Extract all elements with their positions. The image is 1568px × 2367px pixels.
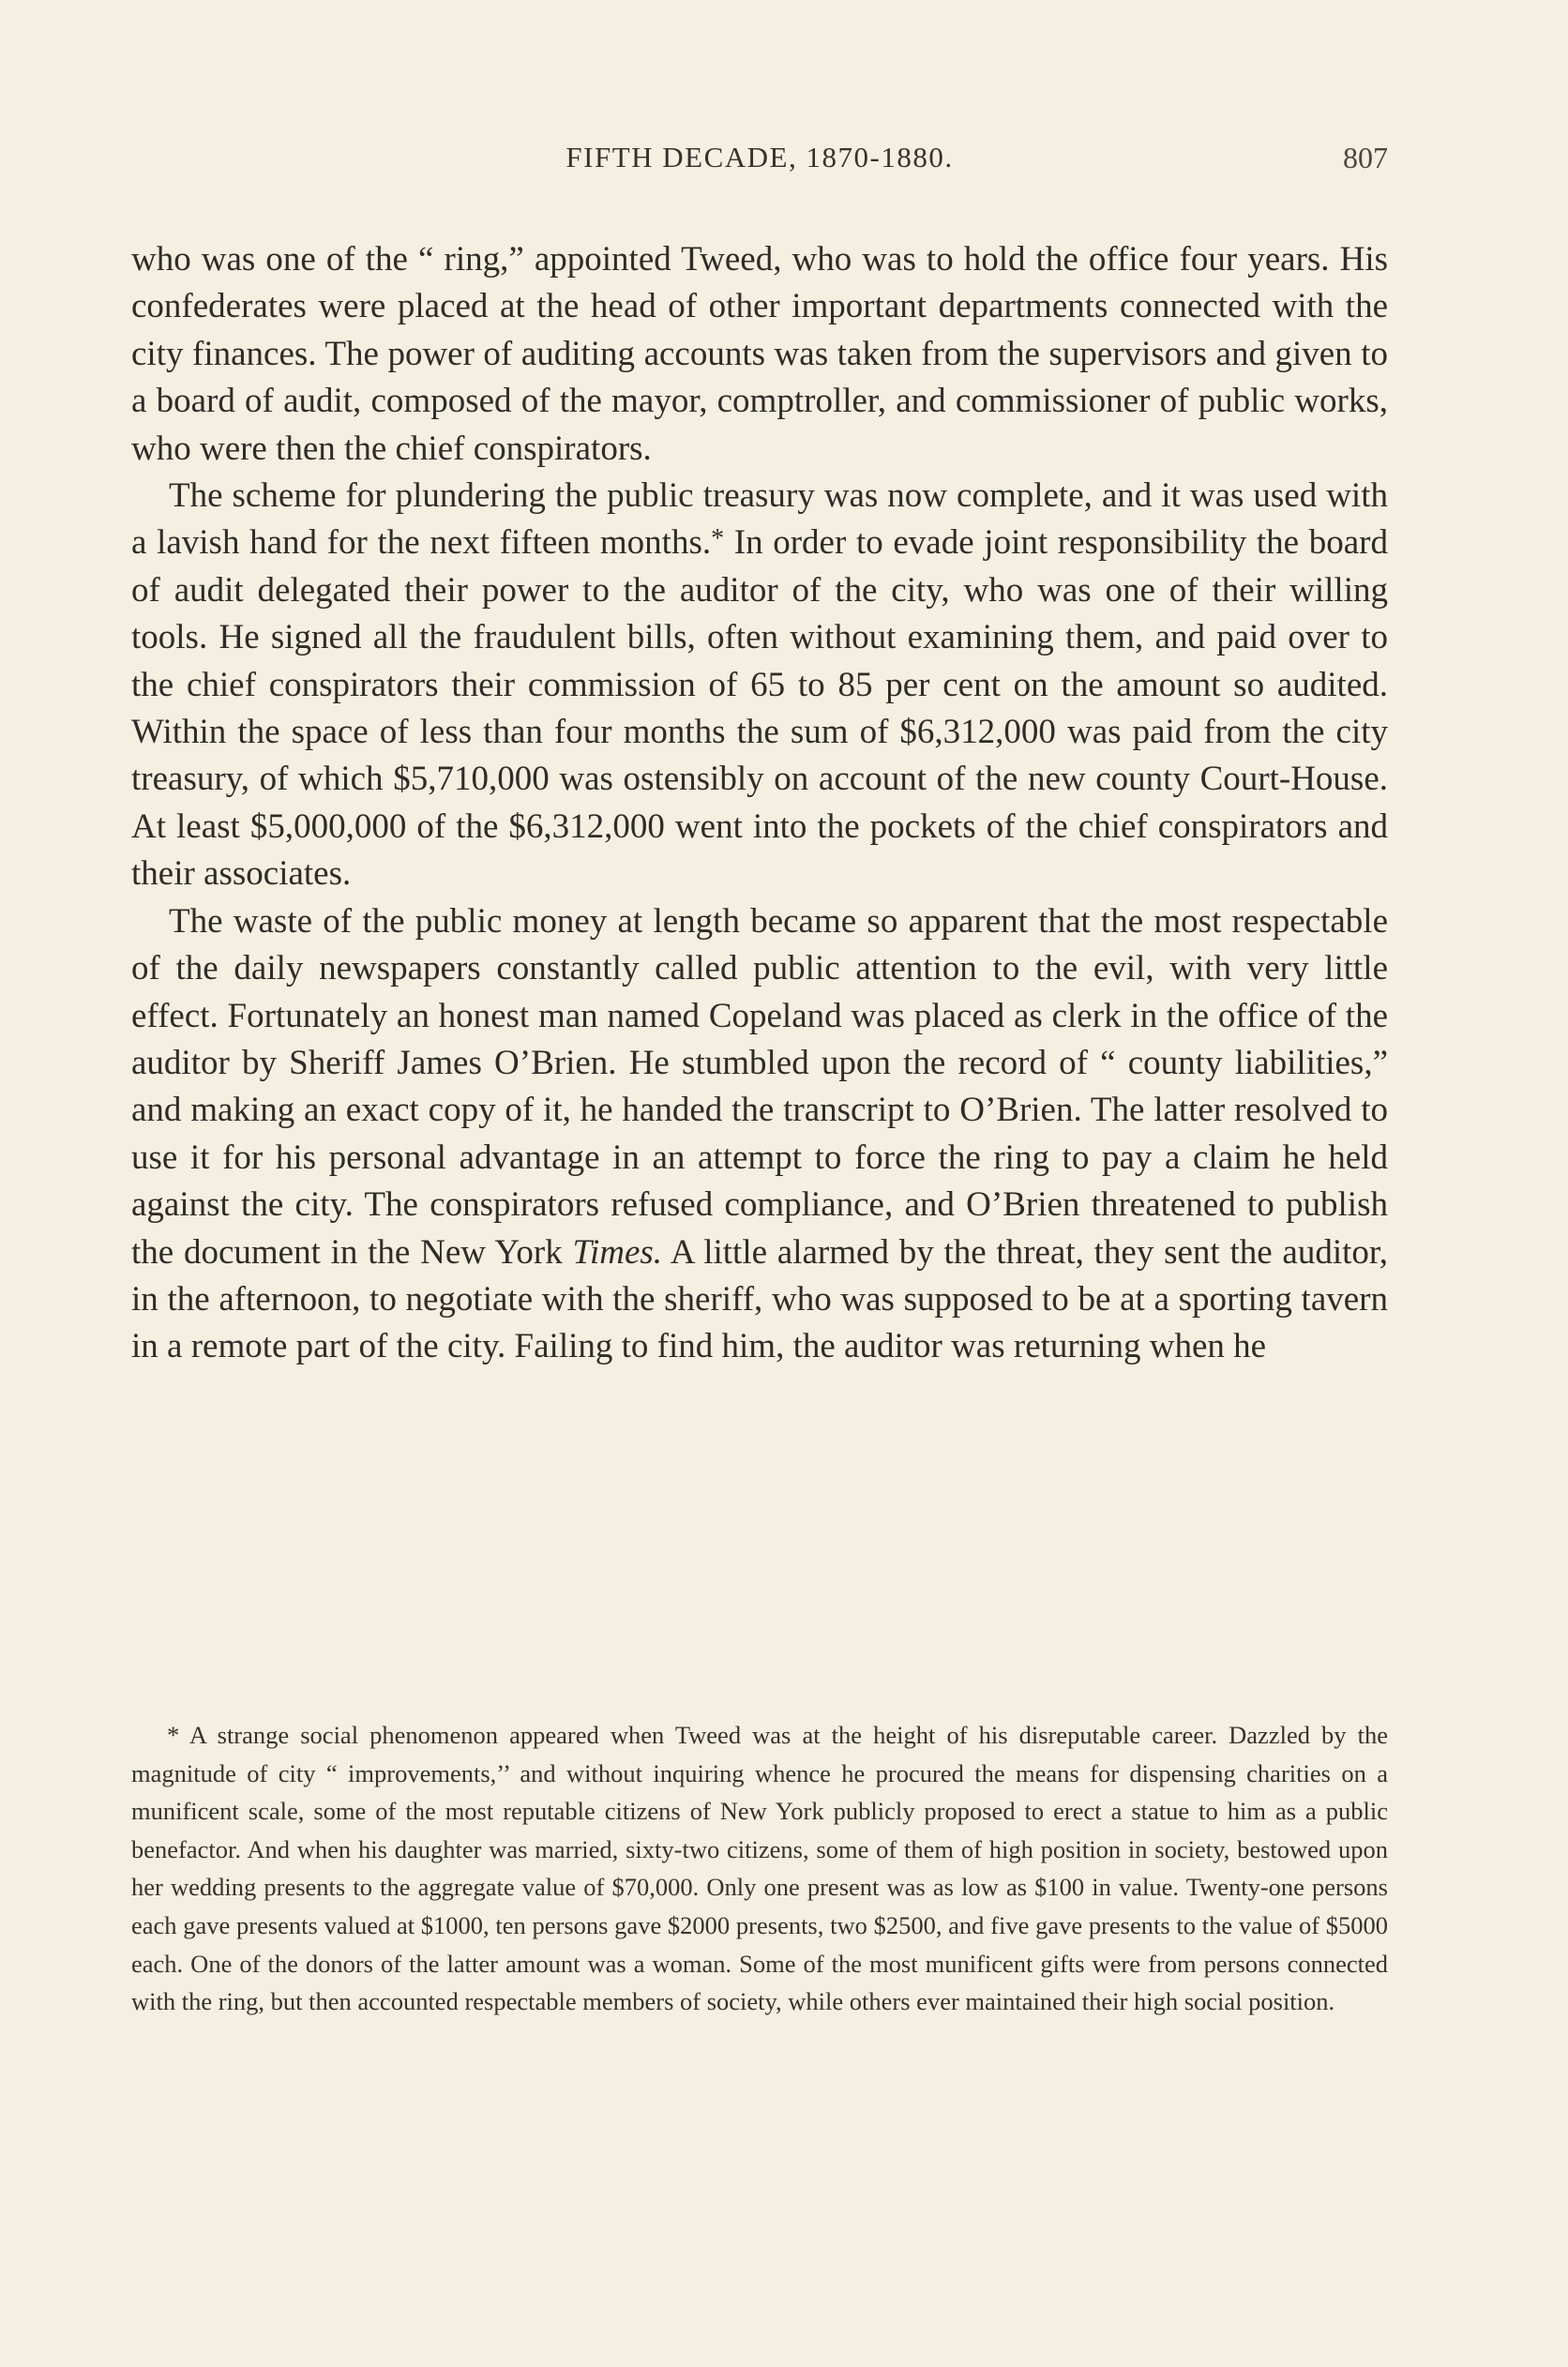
paragraph-2 <box>131 473 1388 898</box>
paragraph-2-part-a: The scheme for plundering the public treasury was now complete, and it was used with a lavish hand for the next fifteen months. <box>131 476 1388 563</box>
paragraph-2-part-b: In order to evade joint responsibility the board of audit delegated their power to the auditor of the city, who was one of their willing tools. He signed all the fraudulent bills, often without examining them, and paid over to the chief conspirators their commission of 65 to 85 per cent on the amount so audited. Within the space of less than four months the sum of $6,312,000 was paid from the city treasury, of which $5,710,000 was ostensibly on account of the new county Court-House. At least $5,000,000 of the $6,312,000 went into the pockets of the chief conspirators and their associates. <box>131 523 1388 894</box>
paragraph-3 <box>131 898 1388 1371</box>
footnote <box>131 1716 1388 2021</box>
page-number: 807 <box>1343 141 1388 174</box>
footnote-reference-mark: * <box>711 524 725 554</box>
paragraph-3-part-b: A little alarmed by the threat, they sent the auditor, in the afternoon, to negotiate with the sheriff, who was supposed to be at a sporting tavern in a remote part of the city. Failing to find him, the auditor was returning when he <box>131 1232 1388 1366</box>
paragraph-3-part-a: The waste of the public money at length became so apparent that the most respectable of the daily newspapers constantly called public attention to the evil, with very little effect. Fortunately an honest man named Copeland was placed as clerk in the office of the auditor by Sheriff James O’Brien. He stumbled upon the record of “ county liabilities,” and making an exact copy of it, he handed the transcript to O’Brien. The latter resolved to use it for his personal advantage in an attempt to force the ring to pay a claim he held against the city. The conspirators refused compliance, and O’Brien threatened to publish the document in the New York <box>131 901 1388 1272</box>
body-text <box>131 236 1388 1371</box>
page-header <box>131 141 1388 197</box>
running-head: FIFTH DECADE, 1870-1880. <box>565 141 954 173</box>
footnote-text: * A strange social phenomenon appeared when Tweed was at the height of his disreputable career. Dazzled by the magnitude of city “ improvements,’’ and without inquiring whence he procured the means for dispensing charities on a munificent scale, some of the most reputable citizens of New York publicly proposed to erect a statue to him as a public benefactor. And when his daughter was married, sixty-two citizens, some of them of high position in society, bestowed upon her wedding presents to the aggregate value of $70,000. Only one present was as low as $100 in value. Twenty-one persons each gave presents valued at $1000, ten persons gave $2000 presents, two $2500, and five gave presents to the value of $5000 each. One of the donors of the latter amount was a woman. Some of the most munificent gifts were from persons connected with the ring, but then accounted respectable members of society, while others ever maintained their high social position. <box>131 1721 1388 2016</box>
newspaper-title: Times. <box>572 1232 663 1272</box>
paragraph-1: who was one of the “ ring,” appointed Tweed, who was to hold the office four years. His confederates were placed at the head of other important departments connected with the city finances. The power of auditing accounts was taken from the supervisors and given to a board of audit, composed of the mayor, comptroller, and commissioner of public works, who were then the chief conspirators. <box>131 240 1388 468</box>
